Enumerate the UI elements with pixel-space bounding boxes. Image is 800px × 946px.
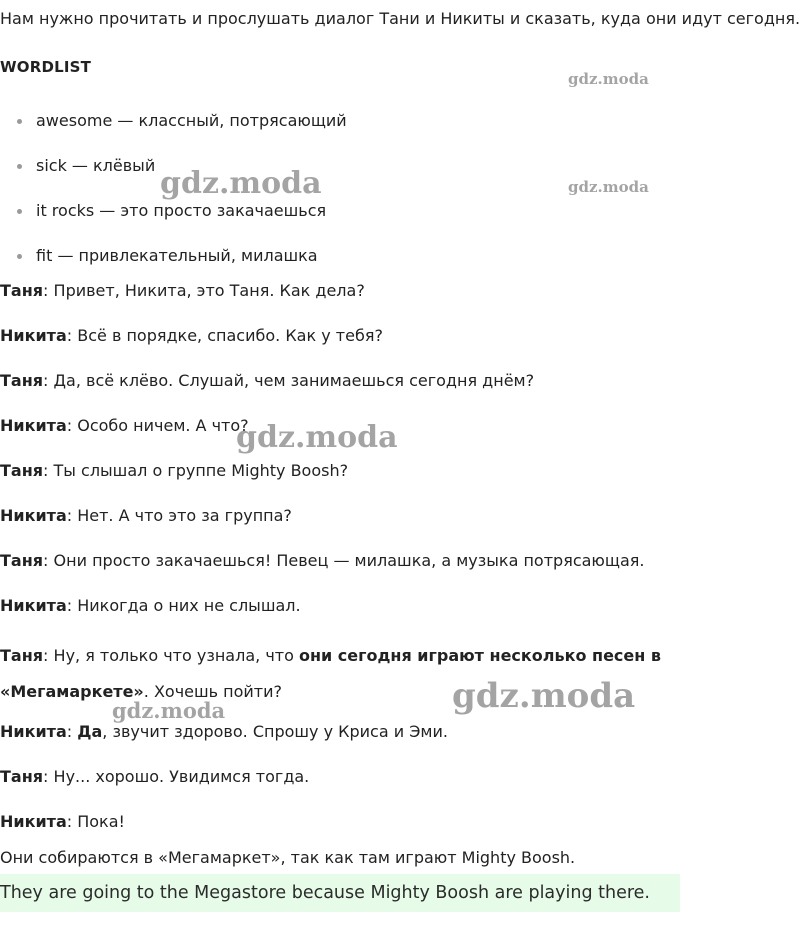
line-text: Особо ничем. А что? (77, 416, 249, 435)
speaker-name: Никита (0, 812, 67, 831)
speaker-name: Никита (0, 596, 67, 615)
speaker-name: Никита (0, 326, 67, 345)
speaker-name: Никита (0, 416, 67, 435)
separator: : (43, 551, 54, 570)
dialog-line (0, 764, 680, 809)
dialog-line (0, 593, 680, 638)
separator: : (43, 461, 54, 480)
wordlist-item (0, 106, 347, 151)
watermark-logo: gdz.moda (568, 70, 649, 88)
watermark-logo: gdz.moda (452, 676, 636, 716)
dialog-line (0, 323, 680, 368)
dialog-line (0, 809, 680, 844)
wordlist-item (0, 196, 347, 241)
speaker-name: Никита (0, 506, 67, 525)
wordlist-item-text: it rocks — это просто закачаешься (36, 201, 327, 220)
dialog-line (0, 638, 680, 719)
line-text: . Хочешь пойти? (143, 682, 282, 701)
line-text: Нет. А что это за группа? (77, 506, 292, 525)
line-text: Привет, Никита, это Таня. Как дела? (53, 281, 365, 300)
speaker-name: Таня (0, 767, 44, 786)
wordlist-item-text: awesome — классный, потрясающий (36, 111, 347, 130)
watermark-logo: gdz.moda (236, 420, 398, 455)
bullet-icon (17, 164, 22, 169)
wordlist-title: WORDLIST (0, 58, 92, 76)
line-text-bold: они сегодня играют несколько песен в «Мегамаркете» (0, 646, 662, 701)
separator: : (66, 326, 78, 345)
line-text: Ну, я только что узнала, что (53, 646, 299, 665)
line-text: Они просто закачаешься! Певец — милашка, а музыка потрясающая. (53, 551, 645, 570)
separator: : (66, 722, 78, 741)
line-text: Ну... хорошо. Увидимся тогда. (53, 767, 310, 786)
speaker-name: Таня (0, 461, 44, 480)
dialog-line (0, 278, 680, 323)
intro-overlay (0, 38, 680, 50)
bullet-icon (17, 209, 22, 214)
dialog-line (0, 368, 680, 413)
dialog-line (0, 548, 680, 593)
watermark-logo: gdz.moda (112, 698, 226, 723)
speaker-name: Таня (0, 646, 44, 665)
wordlist-item-text: sick — клёвый (36, 156, 156, 175)
intro-text: Нам нужно прочитать и прослушать диалог Тани и Никиты и сказать, куда они идут сегодня. (0, 9, 800, 28)
speaker-name: Таня (0, 371, 44, 390)
separator: : (43, 646, 54, 665)
separator: : (66, 596, 78, 615)
separator: : (43, 281, 54, 300)
line-text: , звучит здорово. Спрошу у Криса и Эми. (102, 722, 448, 741)
separator: : (66, 812, 78, 831)
line-text-bold: Да (77, 722, 103, 741)
separator: : (43, 371, 54, 390)
separator: : (43, 767, 54, 786)
line-text: Да, всё клёво. Слушай, чем занимаешься сегодня днём? (53, 371, 535, 390)
wordlist-item (0, 151, 347, 196)
bullet-icon (17, 119, 22, 124)
bullet-icon (17, 254, 22, 259)
separator: : (66, 416, 78, 435)
dialog-line (0, 458, 680, 503)
dialog-line (0, 719, 680, 764)
line-text: Всё в порядке, спасибо. Как у тебя? (77, 326, 383, 345)
watermark-logo: gdz.moda (568, 178, 649, 196)
answer-russian: Они собираются в «Мегамаркет», так как там играют Mighty Boosh. (0, 848, 576, 867)
wordlist-item-text: fit — привлекательный, милашка (36, 246, 318, 265)
dialog (0, 278, 680, 844)
line-text: Пока! (77, 812, 125, 831)
separator: : (66, 506, 78, 525)
watermark-logo: gdz.moda (160, 166, 322, 201)
answer-english: They are going to the Megastore because Mighty Boosh are playing there. (0, 874, 680, 912)
speaker-name: Таня (0, 551, 44, 570)
wordlist (0, 106, 347, 286)
line-text: Никогда о них не слышал. (77, 596, 301, 615)
dialog-line (0, 503, 680, 548)
line-text: Ты слышал о группе Mighty Boosh? (53, 461, 349, 480)
speaker-name: Таня (0, 281, 44, 300)
dialog-line (0, 413, 680, 458)
speaker-name: Никита (0, 722, 67, 741)
